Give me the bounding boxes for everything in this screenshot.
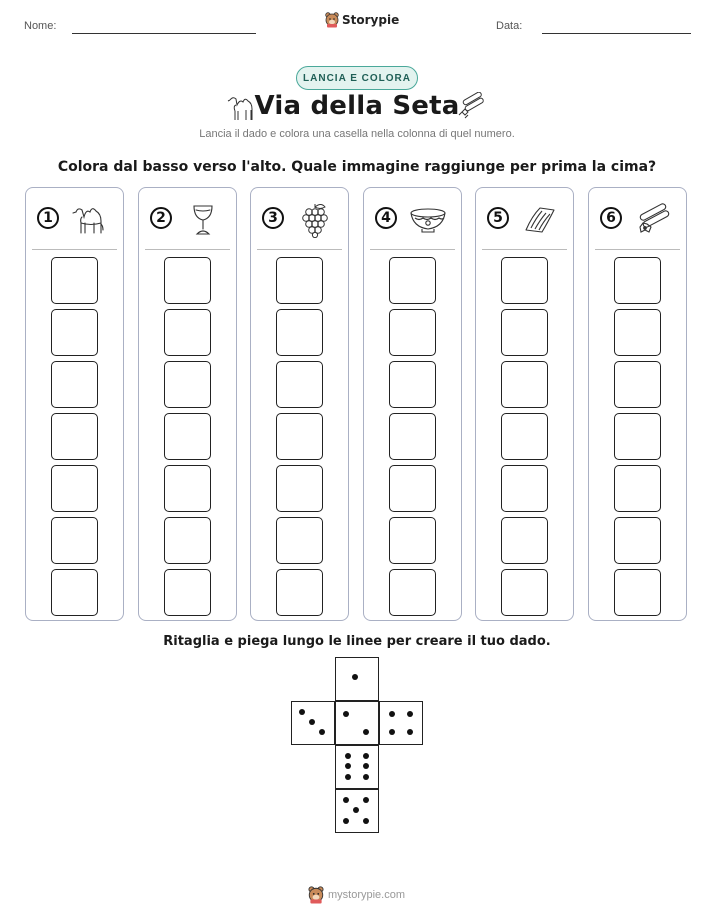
color-box[interactable] — [501, 413, 548, 460]
pip — [343, 797, 349, 803]
color-box[interactable] — [501, 309, 548, 356]
column-number: 1 — [37, 207, 59, 229]
color-box[interactable] — [614, 517, 661, 564]
color-box[interactable] — [614, 257, 661, 304]
color-box[interactable] — [51, 309, 98, 356]
column-1 — [25, 187, 124, 621]
color-box[interactable] — [51, 517, 98, 564]
pip — [407, 729, 413, 735]
name-line — [72, 33, 256, 34]
color-box[interactable] — [389, 569, 436, 616]
color-box[interactable] — [51, 361, 98, 408]
footer — [308, 886, 405, 904]
bear-icon — [325, 12, 339, 28]
color-box[interactable] — [164, 517, 211, 564]
pip — [363, 753, 369, 759]
color-box[interactable] — [276, 361, 323, 408]
color-box[interactable] — [276, 413, 323, 460]
color-box[interactable] — [164, 309, 211, 356]
pip — [353, 807, 359, 813]
color-box[interactable] — [389, 257, 436, 304]
dice-face-3 — [291, 701, 335, 745]
color-box[interactable] — [164, 361, 211, 408]
color-box[interactable] — [614, 361, 661, 408]
page-title: Via della Seta — [254, 91, 460, 121]
color-box[interactable] — [501, 517, 548, 564]
color-box[interactable] — [614, 465, 661, 512]
pip — [363, 797, 369, 803]
color-box[interactable] — [614, 309, 661, 356]
column-divider — [32, 249, 117, 250]
pip — [319, 729, 325, 735]
pip — [345, 763, 351, 769]
cinnamon-spice-icon — [633, 202, 673, 238]
column-divider — [145, 249, 230, 250]
color-box[interactable] — [51, 569, 98, 616]
color-box[interactable] — [389, 361, 436, 408]
color-box[interactable] — [614, 569, 661, 616]
spice-title-icon — [456, 92, 486, 120]
color-box[interactable] — [164, 413, 211, 460]
color-box[interactable] — [51, 257, 98, 304]
pip — [363, 763, 369, 769]
color-box[interactable] — [276, 257, 323, 304]
column-5 — [475, 187, 574, 621]
silk-cloth-icon — [520, 202, 560, 238]
column-number: 5 — [487, 207, 509, 229]
dice-instruction: Ritaglia e piega lungo le linee per creare il tuo dado. — [163, 634, 551, 649]
pip — [309, 719, 315, 725]
column-number: 6 — [600, 207, 622, 229]
color-box[interactable] — [164, 569, 211, 616]
pip — [363, 818, 369, 824]
pip — [363, 774, 369, 780]
column-divider — [257, 249, 342, 250]
color-box[interactable] — [389, 465, 436, 512]
pip — [407, 711, 413, 717]
color-box[interactable] — [276, 309, 323, 356]
pip — [352, 674, 358, 680]
pip — [345, 774, 351, 780]
pip — [343, 818, 349, 824]
color-box[interactable] — [276, 465, 323, 512]
dice-face-2 — [335, 701, 379, 745]
date-label: Data: — [496, 20, 523, 32]
color-box[interactable] — [276, 569, 323, 616]
column-divider — [370, 249, 455, 250]
color-box[interactable] — [276, 517, 323, 564]
camel-icon — [70, 202, 110, 238]
column-4 — [363, 187, 462, 621]
bear-icon — [308, 886, 324, 904]
color-box[interactable] — [51, 413, 98, 460]
bowl-icon — [408, 202, 448, 238]
pip — [363, 729, 369, 735]
color-box[interactable] — [614, 413, 661, 460]
color-box[interactable] — [389, 309, 436, 356]
column-divider — [595, 249, 680, 250]
activity-badge: LANCIA E COLORA — [296, 66, 418, 90]
dice-face-6 — [335, 745, 379, 789]
dice-face-4 — [379, 701, 423, 745]
column-number: 3 — [262, 207, 284, 229]
brand-logo — [325, 12, 399, 28]
color-box[interactable] — [389, 413, 436, 460]
name-label: Nome: — [24, 20, 57, 32]
column-3 — [250, 187, 349, 621]
color-box[interactable] — [51, 465, 98, 512]
color-box[interactable] — [164, 465, 211, 512]
color-box[interactable] — [501, 257, 548, 304]
goblet-icon — [183, 202, 223, 238]
color-box[interactable] — [389, 517, 436, 564]
column-number: 2 — [150, 207, 172, 229]
column-6 — [588, 187, 687, 621]
game-instruction: Colora dal basso verso l'alto. Quale immagine raggiunge per prima la cima? — [57, 159, 657, 175]
pip — [389, 711, 395, 717]
pip — [389, 729, 395, 735]
pip — [299, 709, 305, 715]
color-box[interactable] — [501, 361, 548, 408]
column-2 — [138, 187, 237, 621]
column-number: 4 — [375, 207, 397, 229]
date-line — [542, 33, 691, 34]
color-box[interactable] — [501, 465, 548, 512]
color-box[interactable] — [501, 569, 548, 616]
pip — [343, 711, 349, 717]
brand-name: Storypie — [342, 13, 400, 27]
dice-face-5 — [335, 789, 379, 833]
dice-face-1 — [335, 657, 379, 701]
page-subtitle: Lancia il dado e colora una casella nella colonna di quel numero. — [199, 128, 515, 140]
color-box[interactable] — [164, 257, 211, 304]
pip — [345, 753, 351, 759]
footer-url: mystorypie.com — [328, 889, 406, 901]
column-divider — [482, 249, 567, 250]
grapes-icon — [295, 202, 335, 238]
